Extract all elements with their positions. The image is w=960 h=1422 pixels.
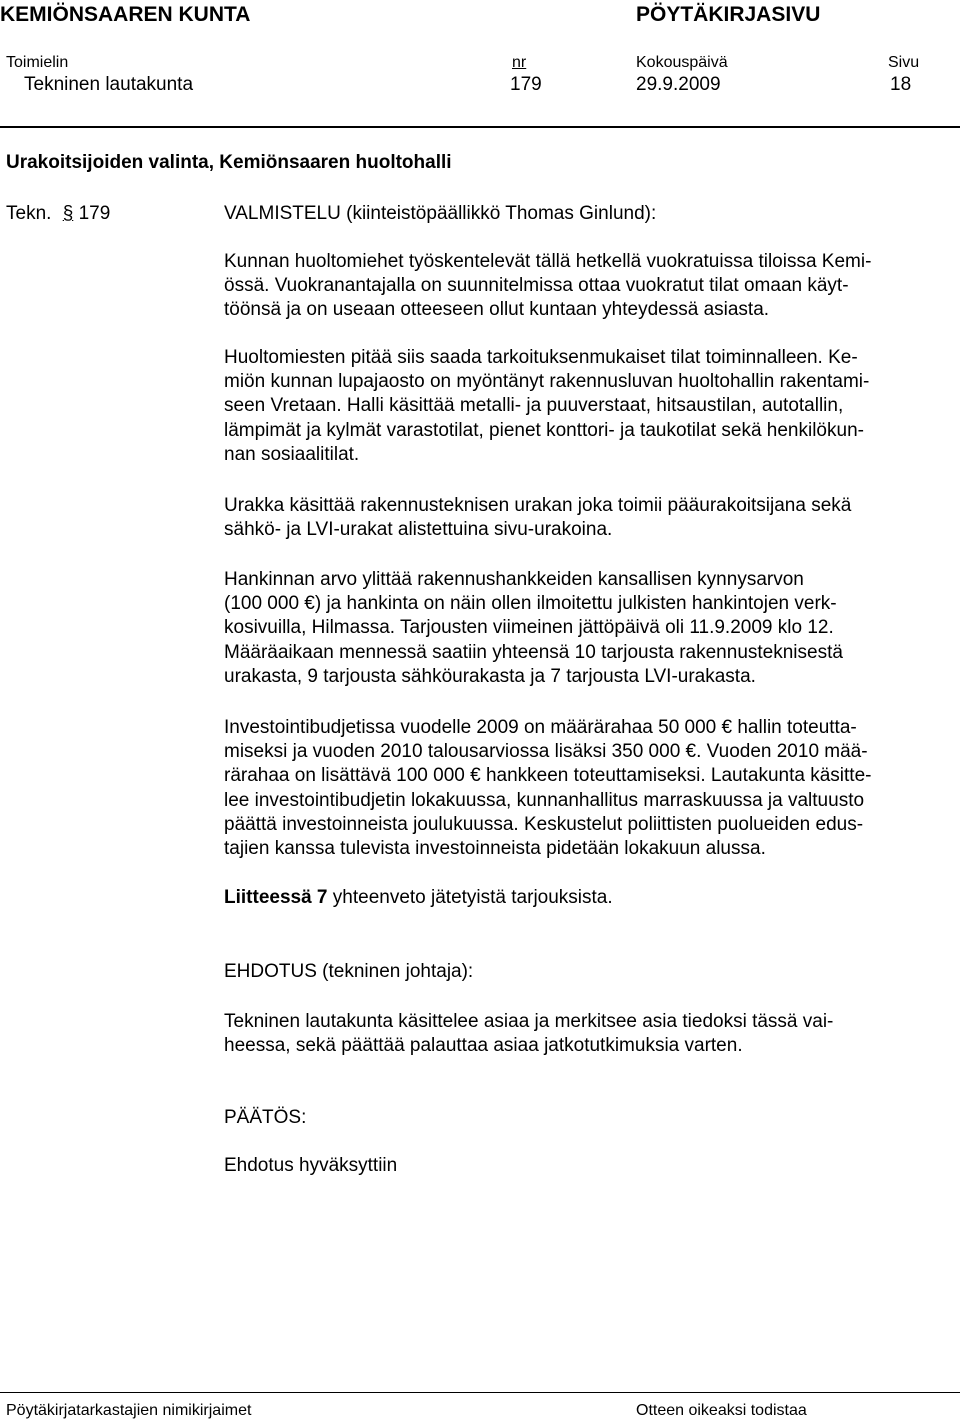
text-line: heessa, sekä päättää palauttaa asiaa jatkotutkimuksia varten. [224, 1035, 743, 1057]
label-body: Toimielin [6, 54, 69, 71]
item-reference [6, 202, 110, 226]
text-line: tajien kanssa tulevista investoinneista pidetään lokakuun alussa. [224, 838, 766, 860]
footer-initials-label: Pöytäkirjatarkastajien nimikirjaimet [6, 1402, 252, 1419]
attachment-note [224, 886, 613, 910]
item-number: 179 [78, 203, 111, 224]
page-title: Urakoitsijoiden valinta, Kemiönsaaren huoltohalli [6, 152, 452, 173]
header-rule [0, 126, 960, 128]
text-line: lämpimät ja kylmät varastotilat, pienet konttori- ja taukotilat sekä henkilökun- [224, 419, 864, 441]
section-sign: § [62, 203, 74, 224]
text-line: päättä investoinneista joulukuussa. Keskustelut poliittisten puolueiden edus- [224, 813, 864, 835]
label-nr: nr [512, 54, 527, 71]
text-line: seen Vretaan. Halli käsittää metalli- ja puuverstaat, hitsaustilan, autotallin, [224, 395, 844, 417]
text-line: urakasta, 9 tarjousta sähköurakasta ja 7 tarjousta LVI-urakasta. [224, 665, 756, 687]
text-line: nan sosiaalitilat. [224, 443, 360, 465]
paragraph-3 [224, 494, 944, 542]
paragraph-2 [224, 346, 944, 467]
text-line: sähkö- ja LVI-urakat alistettuina sivu-urakoina. [224, 519, 613, 541]
text-line: miön kunnan lupajaosto on myöntänyt rakennusluvan huoltohallin rakentami- [224, 371, 870, 393]
attachment-text: yhteenveto jätetyistä tarjouksista. [327, 887, 613, 908]
value-nr: 179 [510, 74, 542, 95]
text-line: miseksi ja vuoden 2010 talousarviossa lisäksi 350 000 €. Vuoden 2010 mää- [224, 741, 868, 763]
text-line: rärahaa on lisättävä 100 000 € hankkeen toteuttamiseksi. Lautakunta käsitte- [224, 765, 872, 787]
attachment-reference: Liitteessä 7 [224, 887, 328, 908]
label-date: Kokouspäivä [636, 54, 728, 71]
text-line: Kunnan huoltomiehet työskentelevät tällä hetkellä vuokratuissa tiloissa Kemi- [224, 251, 872, 272]
text-line: Määräaikaan mennessä saatiin yhteensä 10 tarjousta rakennusteknisestä [224, 641, 843, 663]
footer-certification-label: Otteen oikeaksi todistaa [636, 1402, 807, 1419]
document-type: PÖYTÄKIRJASIVU [636, 3, 821, 26]
value-page: 18 [890, 74, 912, 95]
value-body: Tekninen lautakunta [24, 74, 194, 95]
text-line: (100 000 €) ja hankinta on näin ollen ilmoitettu julkisten hankintojen verk- [224, 593, 837, 615]
text-line: Huoltomiesten pitää siis saada tarkoituksenmukaiset tilat toiminnalleen. Ke- [224, 347, 858, 368]
paragraph-4 [224, 568, 944, 689]
text-line: lee investointibudjetin lokakuussa, kunnanhallitus marraskuussa ja valtuusto [224, 789, 865, 811]
text-line: Hankinnan arvo ylittää rakennushankkeiden kansallisen kynnysarvon [224, 569, 804, 590]
organization-name: KEMIÖNSAAREN KUNTA [0, 3, 251, 26]
paragraph-5 [224, 716, 944, 861]
value-date: 29.9.2009 [636, 74, 721, 95]
text-line: Tekninen lautakunta käsittelee asiaa ja merkitsee asia tiedoksi tässä vai- [224, 1011, 834, 1032]
item-prefix: Tekn. [6, 203, 52, 224]
proposal-text [224, 1010, 944, 1058]
decision-text: Ehdotus hyväksyttiin [224, 1155, 398, 1176]
text-line: Urakka käsittää rakennusteknisen urakan joka toimii pääurakoitsijana sekä [224, 495, 852, 516]
text-line: kosivuilla, Hilmassa. Tarjousten viimeinen jättöpäivä oli 11.9.2009 klo 12. [224, 617, 834, 639]
decision-heading: PÄÄTÖS: [224, 1107, 307, 1128]
label-page: Sivu [888, 54, 920, 71]
text-line: Investointibudjetissa vuodelle 2009 on määrärahaa 50 000 € hallin toteutta- [224, 717, 857, 738]
text-line: töönsä ja on useaan otteeseen ollut kuntaan yhteydessä asiasta. [224, 299, 770, 321]
preparation-heading: VALMISTELU (kiinteistöpäällikkö Thomas Ginlund): [224, 203, 657, 224]
paragraph-1 [224, 250, 944, 323]
text-line: össä. Vuokranantajalla on suunnitelmissa ottaa vuokratut tilat omaan käyt- [224, 275, 849, 297]
footer-rule [0, 1392, 960, 1393]
proposal-heading: EHDOTUS (tekninen johtaja): [224, 961, 474, 982]
